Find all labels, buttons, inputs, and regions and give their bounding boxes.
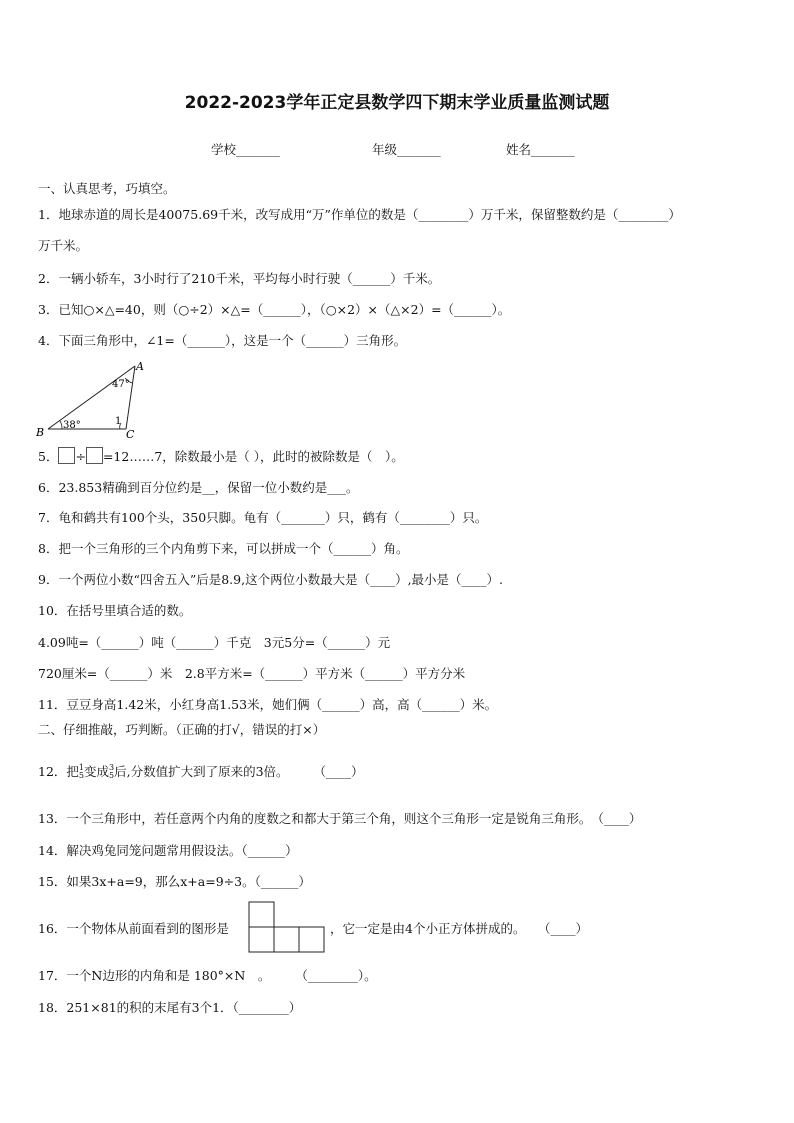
question-11: 11．豆豆身高1.42米，小红身高1.53米，她们俩（______）高，高（______）米。 xyxy=(38,697,498,712)
question-12-middle: 变成 xyxy=(84,764,110,779)
question-9: 9．一个两位小数“四舍五入”后是8.9,这个两位小数最大是（____）,最小是（____）. xyxy=(38,572,504,587)
question-2: 2．一辆小轿车，3小时行了210千米，平均每小时行驶（______）千米。 xyxy=(38,271,441,286)
question-18: 18．251×81的积的末尾有3个1．（________） xyxy=(38,1000,302,1015)
dividend-box xyxy=(58,447,75,464)
question-5-rest: =12……7，除数最小是（ ），此时的被除数是（ ）。 xyxy=(102,449,404,464)
angle-1-label: 1 xyxy=(115,416,122,427)
vertex-a-label: A xyxy=(136,360,144,373)
angle-a-label: 47° xyxy=(112,379,130,390)
triangle-figure xyxy=(36,358,156,440)
fraction-2-numerator: 3 xyxy=(109,763,115,772)
grade-field: 年级_______ xyxy=(372,142,441,157)
question-12 xyxy=(38,764,364,780)
divisor-box xyxy=(86,447,103,464)
question-8: 8．把一个三角形的三个内角剪下来，可以拼成一个（______）角。 xyxy=(38,541,409,556)
question-12-start: 12．把 xyxy=(38,764,79,779)
question-14: 14．解决鸡兔同笼问题常用假设法。（______） xyxy=(38,843,298,858)
question-16-end: ，它一定是由4个小正方体拼成的。 （____） xyxy=(330,921,588,936)
angle-b-label: 38° xyxy=(63,420,81,431)
question-10-line-1: 4.09吨=（______）吨（______）千克 3元5分=（______）元 xyxy=(38,635,391,650)
vertex-b-label: B xyxy=(36,426,45,439)
page-title: 2022-2023学年正定县数学四下期末学业质量监测试题 xyxy=(184,93,610,113)
question-4: 4．下面三角形中，∠1=（______），这是一个（______）三角形。 xyxy=(38,333,407,348)
question-5-number: 5． xyxy=(38,449,59,464)
question-10-line-2: 720厘米=（______）米 2.8平方米=（______）平方米（______）平方分米 xyxy=(38,666,466,681)
question-12-end: 后,分数值扩大到了原来的3倍。 （____） xyxy=(114,764,364,779)
name-field: 姓名_______ xyxy=(506,142,575,157)
question-10: 10．在括号里填合适的数。 xyxy=(38,603,192,618)
section-2-heading: 二、仔细推敲，巧判断。（正确的打√，错误的打×） xyxy=(38,722,326,737)
fraction-2-denominator: 5 xyxy=(109,771,115,780)
vertex-c-label: C xyxy=(126,428,135,440)
question-6: 6．23.853精确到百分位约是__，保留一位小数约是___。 xyxy=(38,480,359,495)
question-17: 17．一个N边形的内角和是 180°×N 。 （________）。 xyxy=(38,968,377,983)
question-3: 3．已知○×△=40，则（○÷2）×△=（______），（○×2）×（△×2）=（______）。 xyxy=(38,302,511,317)
front-view-figure xyxy=(248,901,328,955)
question-15: 15．如果3x+a=9，那么x+a=9÷3。（______） xyxy=(38,874,311,889)
question-13: 13．一个三角形中，若任意两个内角的度数之和都大于第三个角，则这个三角形一定是锐角三角形。 （____） xyxy=(38,811,642,826)
question-5 xyxy=(38,447,404,465)
section-1-heading: 一、认真思考，巧填空。 xyxy=(38,181,176,196)
question-5-divide-sign: ÷ xyxy=(75,449,86,464)
question-1-line-1: 1．地球赤道的周长是40075.69千米，改写成用“万”作单位的数是（________）万千米，保留整数约是（________） xyxy=(38,207,681,222)
school-field: 学校_______ xyxy=(211,142,280,157)
question-16-start: 16．一个物体从前面看到的图形是 xyxy=(38,921,229,936)
question-7: 7．龟和鹤共有100个头，350只脚。龟有（_______）只，鹤有（________）只。 xyxy=(38,510,488,525)
question-1-line-2: 万千米。 xyxy=(38,238,89,253)
fraction-1-numerator: 1 xyxy=(78,763,84,772)
fraction-1-denominator: 5 xyxy=(78,771,84,780)
